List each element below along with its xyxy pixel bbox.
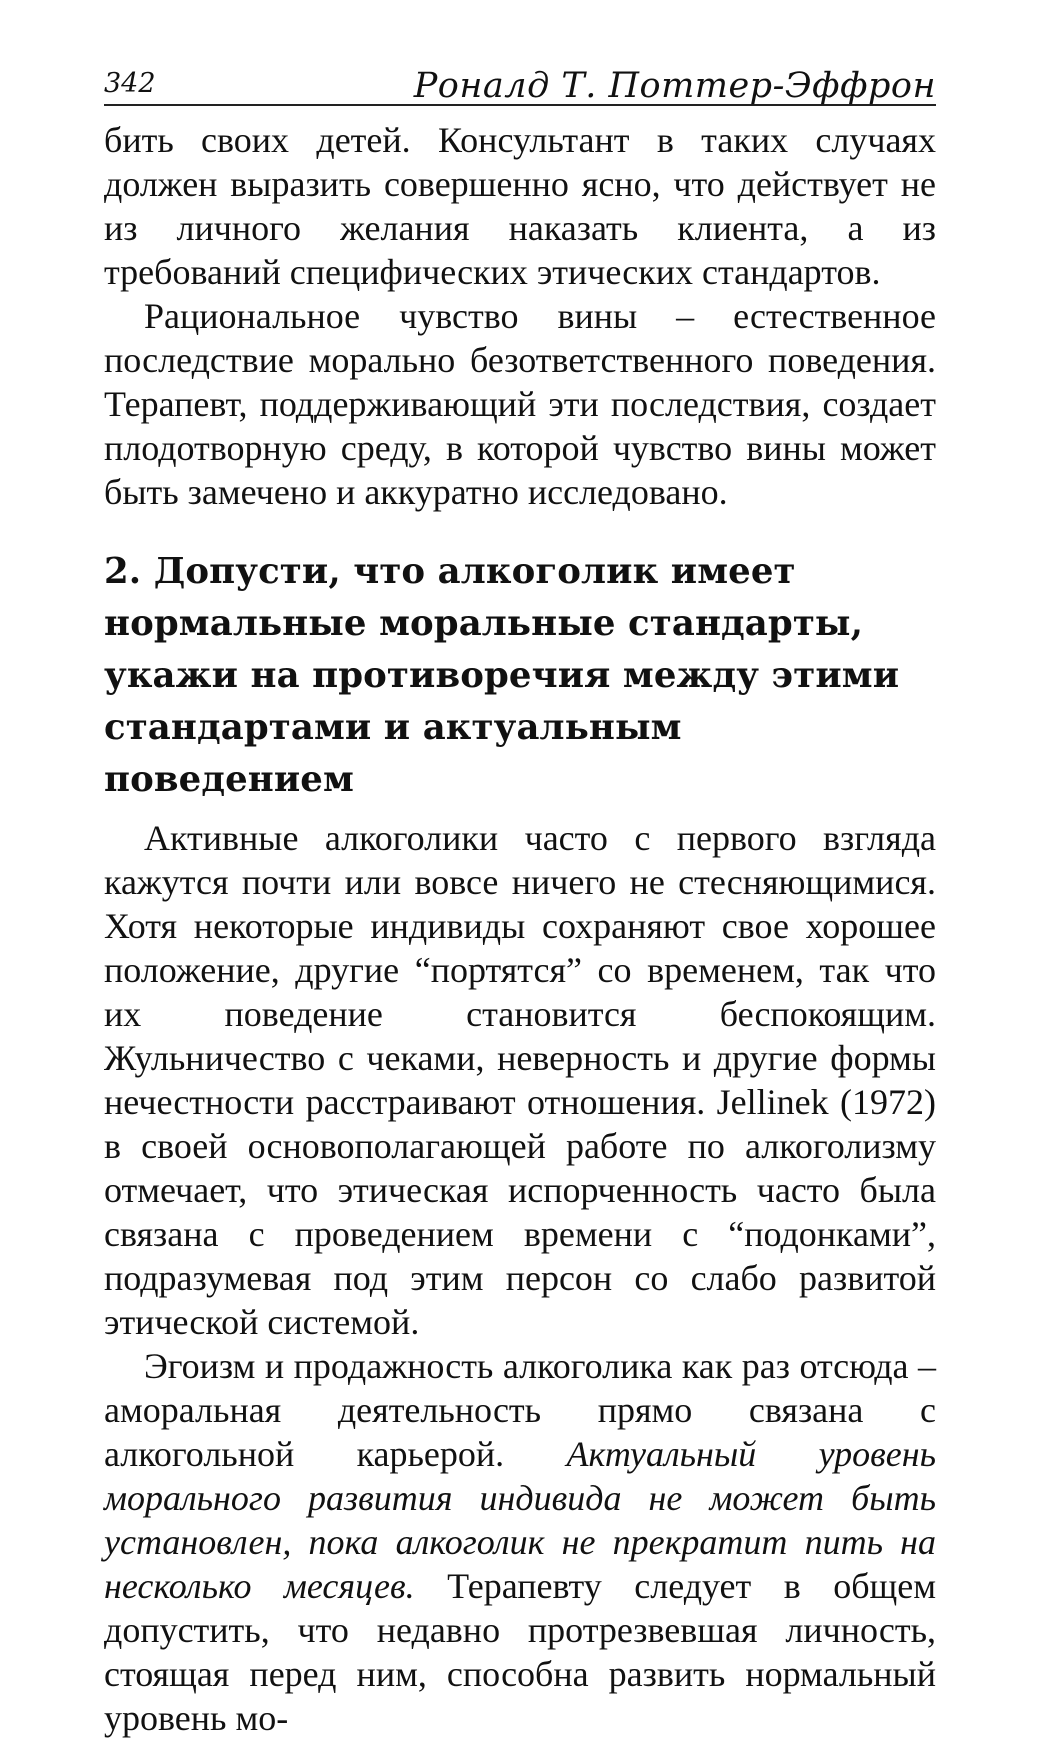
paragraph-4-italic: Актуальный уровень морального развития индивида не может быть установлен, пока алкоголик не прекратит пить на несколько месяцев. [104, 1434, 936, 1606]
book-page [104, 62, 936, 1740]
running-head [104, 62, 936, 106]
paragraph-2: Рациональное чувство вины – естественное последствие морально безответственного поведения. Терапевт, поддерживающий эти последствия, создает плодотворную среду, в которой чувство вины может быть замечено и аккуратно исследовано. [104, 296, 936, 512]
paragraph-4-end: Терапевту следует в общем допустить, что недавно протрезвевшая личность, стоящая перед ним, способна развить нормальный уровень мо- [104, 1566, 936, 1738]
running-head-author: Роналд Т. Поттер-Эффрон [413, 66, 936, 106]
paragraph-4-start: Эгоизм и продажность алкоголика как раз отсюда – аморальная деятельность прямо связана с алкогольной карьерой. [104, 1346, 936, 1474]
section-heading: 2. Допусти, что алкоголик имеет нормальные моральные стандарты, укажи на противоречия между этими стандартами и актуальным поведением [104, 551, 900, 800]
paragraph-4 [104, 1344, 936, 1740]
page-number: 342 [104, 68, 156, 99]
body-text [104, 118, 936, 1740]
paragraph-1: бить своих детей. Консультант в таких случаях должен выразить совершенно ясно, что действует не из личного желания наказать клиента, а из требований специфических этических стандартов. [104, 120, 936, 292]
paragraph-3: Активные алкоголики часто с первого взгляда кажутся почти или вовсе ничего не стесняющимися. Хотя некоторые индивиды сохраняют свое хорошее положение, другие “портятся” со временем, так что их поведение становится беспокоящим. Жульничество с чеками, неверность и другие формы нечестности расстраивают отношения. Jellinek (1972) в своей основополагающей работе по алкоголизму отмечает, что этическая испорченность часто была связана с проведением времени с “подонками”, подразумевая под этим персон со слабо развитой этической системой. [104, 818, 936, 1342]
